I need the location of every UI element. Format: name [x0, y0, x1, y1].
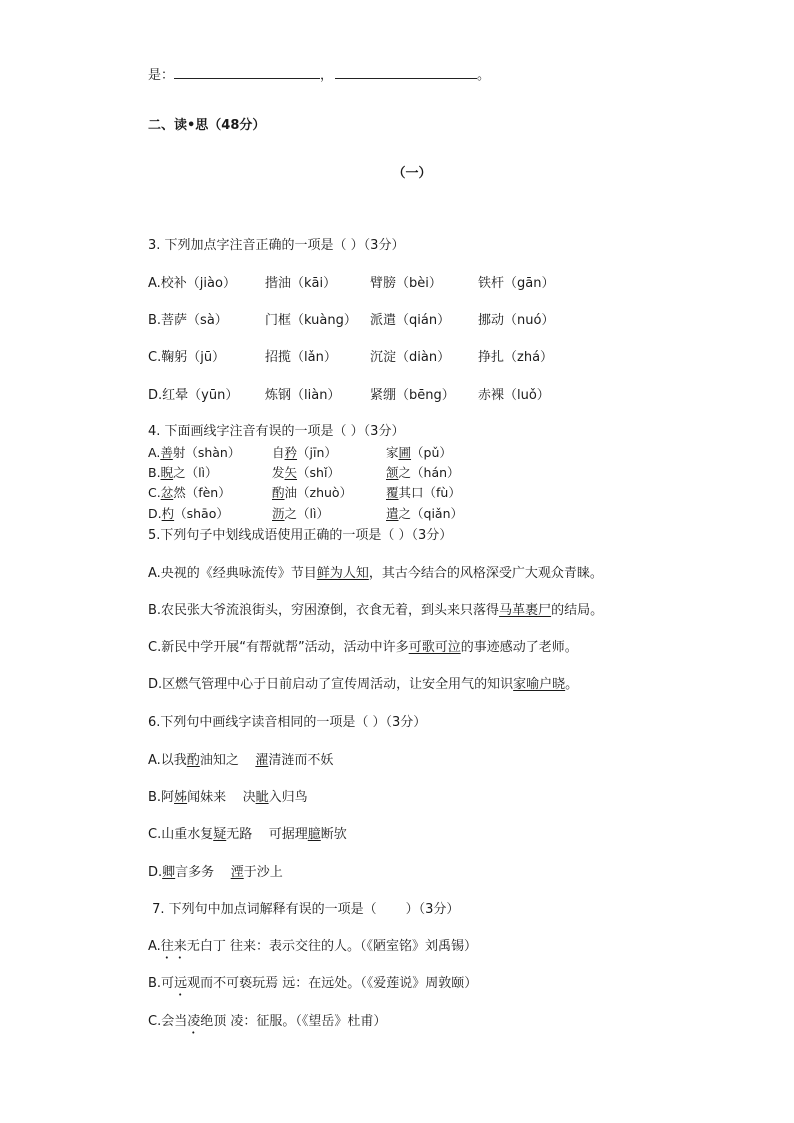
q7-opt-a[interactable]: A.往来无白丁 往来：表示交往的人。（《陋室铭》刘禹锡） — [148, 939, 477, 954]
q4-word: 发矢（shǐ） — [272, 465, 340, 480]
q3-word: 派遣（qián） — [370, 313, 451, 328]
q6-opt-b[interactable]: B.阿姊闻妹来 决眦入归鸟 — [148, 790, 308, 805]
blank-1[interactable] — [174, 66, 320, 79]
q3-stem: 3. 下列加点字注音正确的一项是（ ）（3分） — [148, 238, 405, 253]
part-title: （一） — [392, 166, 432, 181]
q3-word: 炼钢（liàn） — [265, 388, 341, 403]
q4-word: 颔之（hán） — [386, 465, 460, 480]
q6-opt-a[interactable]: A.以我酌油知之 濯清涟而不妖 — [148, 753, 334, 768]
q4-word: 遣之（qiǎn） — [386, 506, 464, 521]
q4-opt[interactable]: C.忿然（fèn） — [148, 485, 231, 500]
q4-word: 沥之（lì） — [272, 506, 329, 521]
q3-word: 门框（kuàng） — [265, 313, 357, 328]
q3-word: 铁杆（gān） — [478, 276, 555, 291]
q7-stem: 7. 下列句中加点词解释有误的一项是（ ）（3分） — [148, 902, 460, 917]
q5-stem: 5.下列句子中划线成语使用正确的一项是（ ）（3分） — [148, 528, 453, 543]
q6-opt-d[interactable]: D.卿言多务 湮于沙上 — [148, 865, 283, 880]
q5-opt-c[interactable]: C.新民中学开展“有帮就帮”活动，活动中许多可歌可泣的事迹感动了老师。 — [148, 640, 578, 655]
blank-2[interactable] — [335, 66, 477, 79]
q3-word: 赤裸（luǒ） — [478, 388, 550, 403]
q3-word: 招揽（lǎn） — [265, 350, 337, 365]
q4-stem: 4. 下面画线字注音有误的一项是（ ）（3分） — [148, 424, 405, 439]
q5-opt-a[interactable]: A.央视的《经典咏流传》节目鲜为人知，其古今结合的风格深受广大观众青睐。 — [148, 566, 603, 581]
q3-opt[interactable]: A.校补（jiào） — [148, 276, 236, 291]
section-title: 二、读•思（48分） — [148, 118, 266, 133]
q6-opt-c[interactable]: C.山重水复疑无路 可据理臆断欤 — [148, 827, 347, 842]
q5-opt-d[interactable]: D.区燃气管理中心于日前启动了宣传周活动，让安全用气的知识家喻户晓。 — [148, 677, 579, 692]
q4-word: 自矜（jīn） — [272, 445, 337, 460]
q4-word: 家圃（pǔ） — [386, 445, 452, 460]
q6-stem: 6.下列句中画线字读音相同的一项是（ ）（3分） — [148, 715, 427, 730]
q7-opt-c[interactable]: C.会当凌绝顶 凌：征服。（《望岳》杜甫） — [148, 1014, 387, 1029]
q3-word: 沉淀（diàn） — [370, 350, 451, 365]
q4-opt[interactable]: B.睨之（lì） — [148, 465, 218, 480]
q4-word: 酌油（zhuò） — [272, 485, 353, 500]
q4-opt[interactable]: D.杓（shāo） — [148, 506, 229, 521]
q3-opt[interactable]: C.鞠躬（jū） — [148, 350, 226, 365]
q3-word: 臂膀（bèi） — [370, 276, 442, 291]
q3-word: 揩油（kāi） — [265, 276, 337, 291]
q3-opt[interactable]: D.红晕（yūn） — [148, 388, 239, 403]
q3-opt[interactable]: B.菩萨（sà） — [148, 313, 228, 328]
q4-word: 覆其口（fù） — [386, 485, 461, 500]
answer-line: 是： ， 。 — [148, 68, 491, 83]
q3-word: 紧绷（bēng） — [370, 388, 455, 403]
q3-word: 挪动（nuó） — [478, 313, 555, 328]
q3-word: 挣扎（zhá） — [478, 350, 554, 365]
q5-opt-b[interactable]: B.农民张大爷流浪街头，穷困潦倒，衣食无着，到头来只落得马革裹尸的结局。 — [148, 603, 604, 618]
q7-opt-b[interactable]: B.可远观而不可亵玩焉 远：在远处。（《爱莲说》周敦颐） — [148, 976, 478, 991]
q4-opt[interactable]: A.善射（shàn） — [148, 445, 241, 460]
